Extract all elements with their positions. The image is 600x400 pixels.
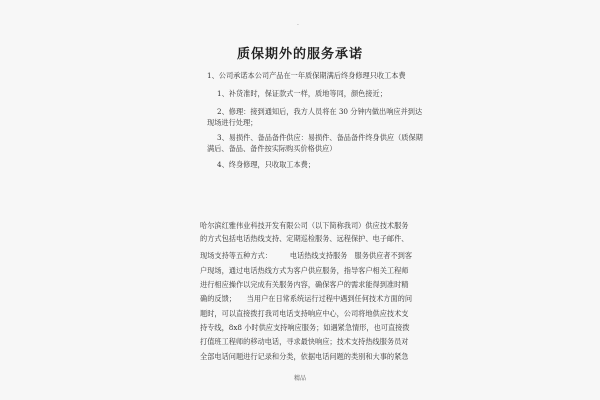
section2-line: 的方式包括电话热线支持、定期巡检服务、远程保护、电子邮件、	[200, 234, 409, 243]
section2-line: 确的反馈； 当用户在日常系统运行过程中遇到任何技术方面的问	[200, 294, 413, 303]
top-mark: .	[297, 20, 299, 27]
section2-line: 题时，可以直接拨打我司电话支持响应中心，公司将地供应技术支	[200, 309, 409, 318]
section1-line: 4、终身修理，只收取工本费；	[217, 160, 316, 169]
section1-line: 3、易损件、备品备件供应：易损件、备品备件终身供应（质保期	[217, 133, 423, 142]
page-footer-label: 精品	[293, 375, 306, 382]
section2-line: 现场支持等五种方式： 电话热线支持服务 服务供应者不到客	[200, 251, 413, 260]
section2-line: 全部电话问题进行记录和分类，依据电话问题的类别和大事的紧急	[200, 352, 409, 361]
section2-line: 哈尔滨红雅伟业科技开发有限公司（以下简称我司）供应技术服务	[200, 221, 409, 230]
section1-line: 2、修理：接到通知后，我方人员将在 30 分钟内做出响应并到达	[217, 107, 423, 116]
section2-line: 进行相应操作以完成有关服务内容，确保客户的需求能得到准时精	[200, 280, 409, 289]
section1-line: 满后、备品、备件按实际购买价格供应）	[207, 144, 337, 153]
section2-line: 打值班工程师的移动电话，寻求最快响应；技术支持热线服务员对	[200, 337, 409, 346]
section1-line: 1、补货准时，保证款式一样，质地等同，颜色接近；	[217, 89, 387, 98]
section1-line: 1、公司承诺本公司产品在一年质保期满后终身修理只收工本费	[207, 71, 406, 80]
section2-line: 持专线，8x8 小时供应支持响应服务；如遇紧急情形，也可直接拨	[200, 323, 410, 332]
document-title: 质保期外的服务承诺	[236, 47, 363, 62]
section1-line: 现场进行处理；	[207, 118, 258, 127]
section2-line: 户现场，通过电话热线方式为客户供应服务，指导客户相关工程师	[200, 266, 409, 275]
